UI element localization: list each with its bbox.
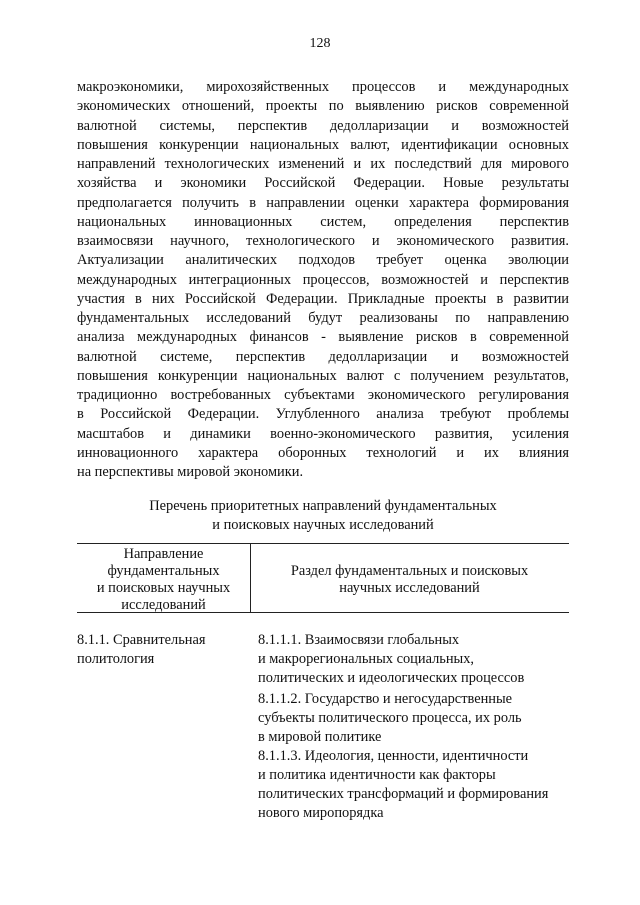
table-cell-subsection xyxy=(258,631,569,688)
column-header-section xyxy=(250,563,569,597)
paragraph-line: Актуализации аналитических подходов требует оценка эволюции xyxy=(77,252,569,269)
cell-line: и политика идентичности как факторы xyxy=(258,767,496,783)
paragraph-line: повышения конкуренции национальных валют, идентификации основных xyxy=(77,136,569,153)
paragraph-line: взаимосвязи научного, технологического и экономического развития. xyxy=(77,233,569,249)
table-cell-subsection xyxy=(258,690,569,747)
header-line: Направление xyxy=(123,546,204,562)
paragraph-line: хозяйства и экономики Российской Федерации. Новые результаты xyxy=(77,175,569,192)
paragraph-line: валютной системы, перспектив дедолларизации и возможностей xyxy=(77,117,569,134)
paragraph-line: экономических отношений, проекты по выявлению рисков современной xyxy=(77,98,569,115)
header-line: фундаментальных xyxy=(107,563,220,579)
paragraph-line: международных интеграционных процессов, возможностей и перспектив xyxy=(77,271,569,288)
paragraph-line: фундаментальных исследований будут реализованы по направлению xyxy=(77,310,569,326)
cell-line: 8.1.1.3. Идеология, ценности, идентичности xyxy=(258,748,529,764)
cell-line: политических и идеологических процессов xyxy=(258,670,525,686)
paragraph-line: предполагается получить в направлении оценки характера формирования xyxy=(77,194,569,211)
paragraph-line: инновационного характера оборонных технологий и их влияния xyxy=(77,444,569,461)
header-line: и поисковых научных xyxy=(96,580,231,596)
cell-line: в мировой политике xyxy=(258,729,382,745)
cell-line: политология xyxy=(77,651,155,667)
column-header-direction xyxy=(77,546,250,614)
table-top-rule xyxy=(77,543,569,544)
cell-line: 8.1.1.2. Государство и негосударственные xyxy=(258,691,513,707)
table-title-line: и поисковых научных исследований xyxy=(212,517,434,533)
cell-line: политических трансформаций и формирования xyxy=(258,786,549,802)
page-number: 128 xyxy=(309,36,331,51)
paragraph-line: национальных инновационных систем, определения перспектив xyxy=(77,213,569,230)
header-line: научных исследований xyxy=(339,580,480,596)
paragraph-line: участия в них Российской Федерации. Прикладные проекты в развитии xyxy=(77,290,569,307)
paragraph-line: анализа международных финансов - выявление рисков в современной xyxy=(77,329,569,346)
paragraph-line: валютной системе, перспектив дедолларизации и возможностей xyxy=(77,348,569,365)
paragraph-line: на перспективы мировой экономики. xyxy=(77,464,304,480)
paragraph-line: повышения конкуренции национальных валют с получением результатов, xyxy=(77,367,569,384)
table-title xyxy=(77,497,569,535)
paragraph-line: традиционно востребованных субъектами экономического регулирования xyxy=(77,387,569,403)
cell-line: 8.1.1.1. Взаимосвязи глобальных xyxy=(258,632,460,648)
header-line: исследований xyxy=(121,597,206,613)
table-cell-direction xyxy=(77,631,247,669)
cell-line: 8.1.1. Сравнительная xyxy=(77,632,206,648)
paragraph-line: направлений технологических изменений и их последствий для мирового xyxy=(77,156,569,172)
cell-line: и макрорегиональных социальных, xyxy=(258,651,474,667)
table-cell-subsection xyxy=(258,747,569,823)
body-paragraph xyxy=(77,78,569,482)
paragraph-line: масштабов и динамики военно-экономического развития, усиления xyxy=(77,425,569,442)
paragraph-line: в Российской Федерации. Углубленного анализа требуют проблемы xyxy=(77,406,569,423)
cell-line: нового миропорядка xyxy=(258,805,384,821)
table-title-line: Перечень приоритетных направлений фундаментальных xyxy=(149,498,497,514)
paragraph-line: макроэкономики, мирохозяйственных процессов и международных xyxy=(77,79,569,95)
header-line: Раздел фундаментальных и поисковых xyxy=(290,563,529,579)
cell-line: субъекты политического процесса, их роль xyxy=(258,710,522,726)
